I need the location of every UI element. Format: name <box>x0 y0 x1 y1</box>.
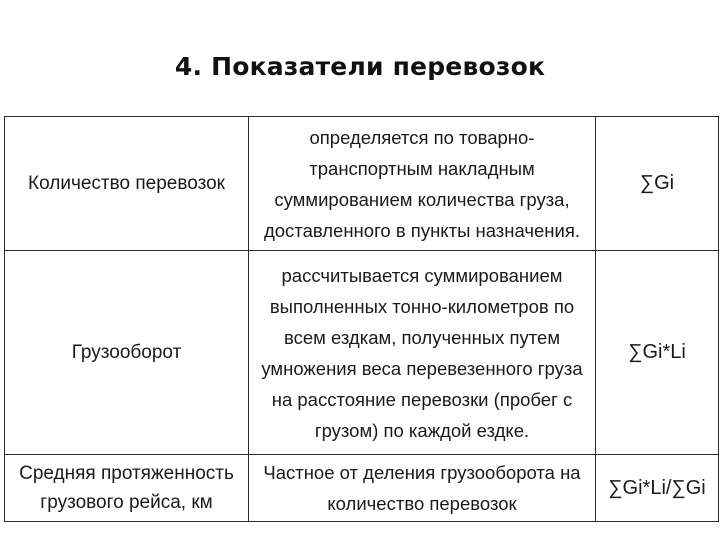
table-row <box>5 251 719 455</box>
indicators-table-container <box>4 116 718 521</box>
indicators-table <box>4 116 719 522</box>
indicator-name-cell: Количество перевозок <box>5 117 249 251</box>
indicator-formula-cell: ∑Gi <box>596 117 719 251</box>
indicator-description-cell: определяется по товарно-транспортным накладным суммированием количества груза, доставленного в пункты назначения. <box>249 117 596 251</box>
indicator-formula-cell: ∑Gi*Li <box>596 251 719 455</box>
indicator-description-cell: Частное от деления грузооборота на количество перевозок <box>249 455 596 522</box>
indicator-name-cell: Средняя протяженность грузового рейса, км <box>5 455 249 522</box>
table-row <box>5 117 719 251</box>
indicator-description-cell: рассчитывается суммированием выполненных тонно-километров по всем ездкам, полученных путем умножения веса перевезенного груза на расстояние перевозки (пробег с грузом) по каждой ездке. <box>249 251 596 455</box>
indicator-formula-cell: ∑Gi*Li/∑Gi <box>596 455 719 522</box>
indicator-name-cell: Грузооборот <box>5 251 249 455</box>
table-row <box>5 455 719 522</box>
slide-title: 4. Показатели перевозок <box>174 52 546 81</box>
